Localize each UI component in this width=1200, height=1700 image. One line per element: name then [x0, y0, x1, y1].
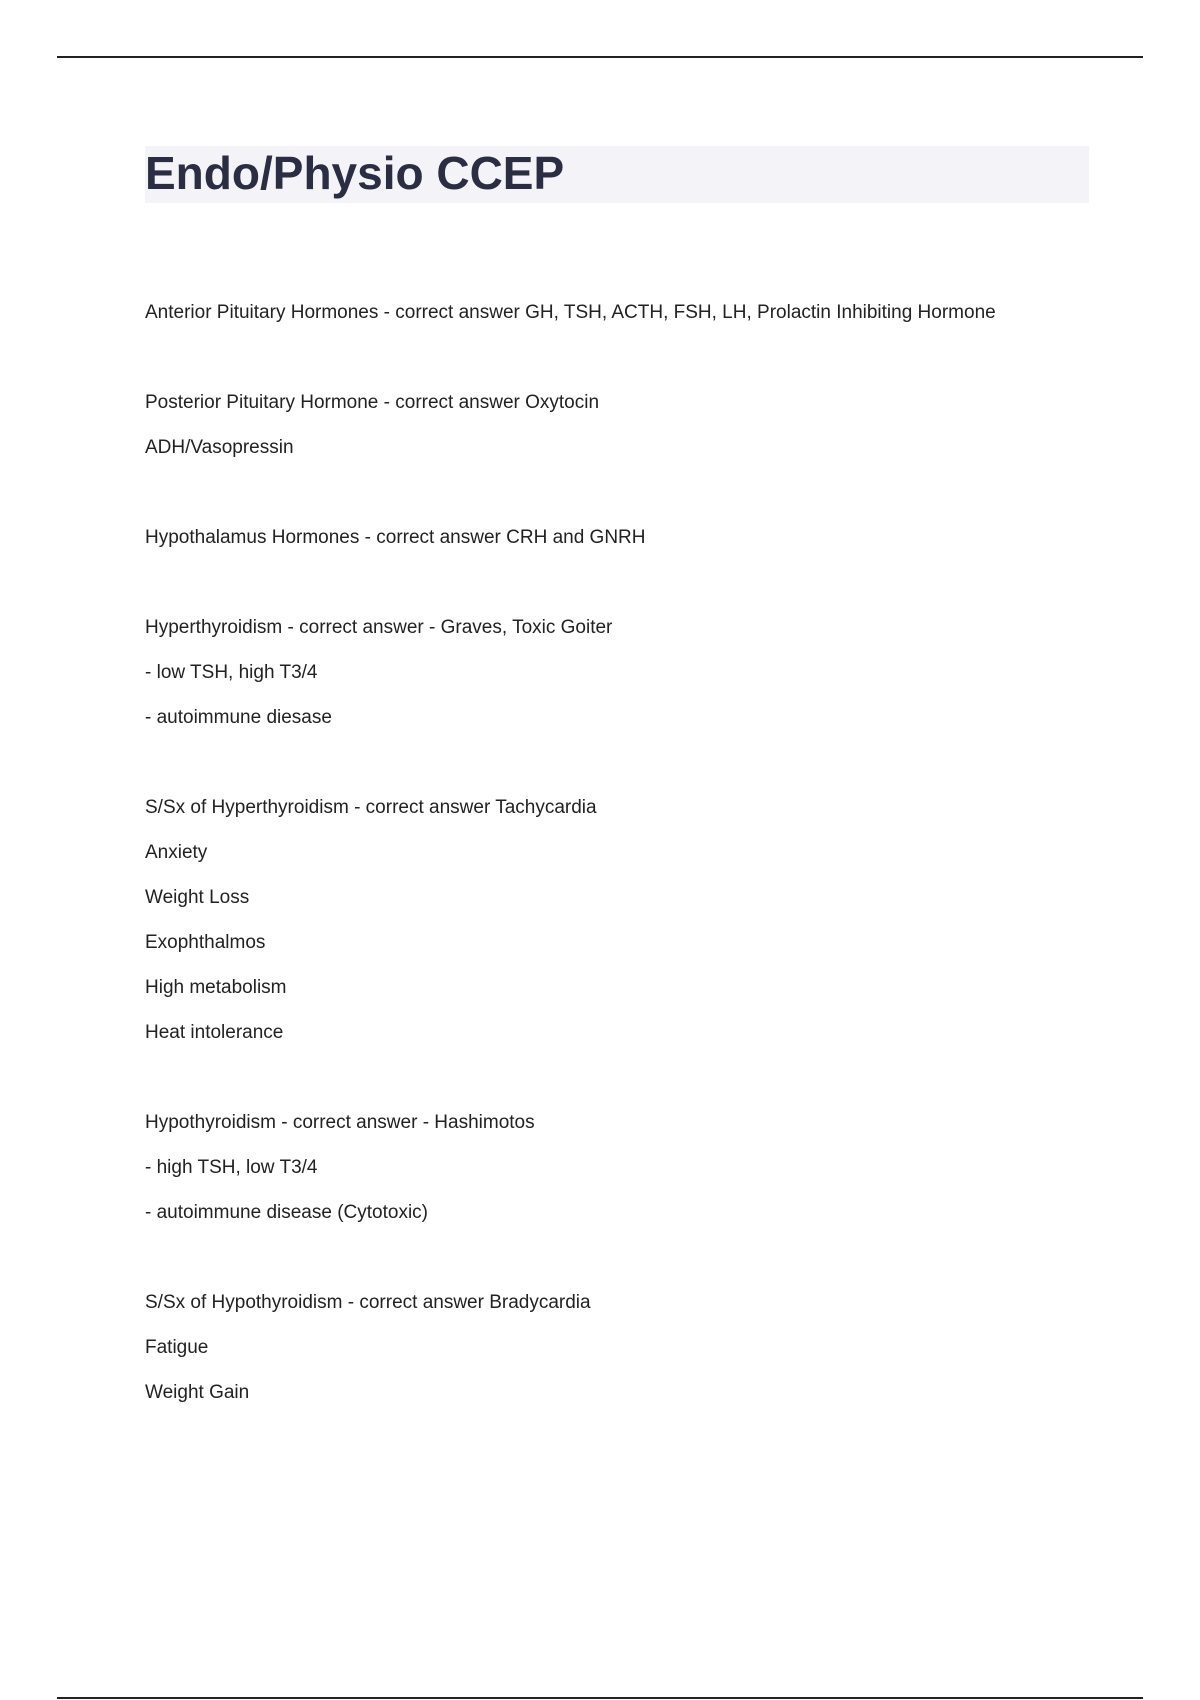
entry-line: Hypothyroidism - correct answer - Hashimotos	[145, 1112, 535, 1133]
qa-entry	[145, 380, 1095, 470]
entry-line: Exophthalmos	[145, 932, 266, 953]
header-rule	[57, 56, 1143, 58]
entry-line: Hypothalamus Hormones - correct answer CRH and GNRH	[145, 527, 646, 548]
entry-line: S/Sx of Hypothyroidism - correct answer Bradycardia	[145, 1292, 591, 1313]
entry-line: Weight Loss	[145, 887, 250, 908]
entry-line: - low TSH, high T3/4	[145, 662, 318, 683]
qa-entry	[145, 1100, 1095, 1235]
qa-entry	[145, 290, 1095, 335]
entry-line: Fatigue	[145, 1337, 209, 1358]
document-title: Endo/Physio CCEP	[145, 147, 565, 199]
entry-line: Posterior Pituitary Hormone - correct answer Oxytocin	[145, 392, 600, 413]
entry-line: High metabolism	[145, 977, 287, 998]
entry-line: Anxiety	[145, 842, 208, 863]
qa-entry	[145, 605, 1095, 740]
entry-line: - high TSH, low T3/4	[145, 1157, 318, 1178]
entry-line: Weight Gain	[145, 1382, 250, 1403]
entry-line: Anterior Pituitary Hormones - correct answer GH, TSH, ACTH, FSH, LH, Prolactin Inhibiting Hormone	[145, 302, 996, 323]
qa-entry	[145, 785, 1095, 1055]
entry-line: - autoimmune disease (Cytotoxic)	[145, 1202, 428, 1223]
footer-rule	[57, 1697, 1143, 1699]
entry-line: Heat intolerance	[145, 1022, 284, 1043]
qa-entry	[145, 515, 1095, 560]
document-body	[145, 290, 1095, 1460]
entry-line: S/Sx of Hyperthyroidism - correct answer Tachycardia	[145, 797, 597, 818]
entry-line: ADH/Vasopressin	[145, 437, 294, 458]
qa-entry	[145, 1280, 1095, 1415]
entry-line: Hyperthyroidism - correct answer - Graves, Toxic Goiter	[145, 617, 613, 638]
entry-line: - autoimmune diesase	[145, 707, 332, 728]
